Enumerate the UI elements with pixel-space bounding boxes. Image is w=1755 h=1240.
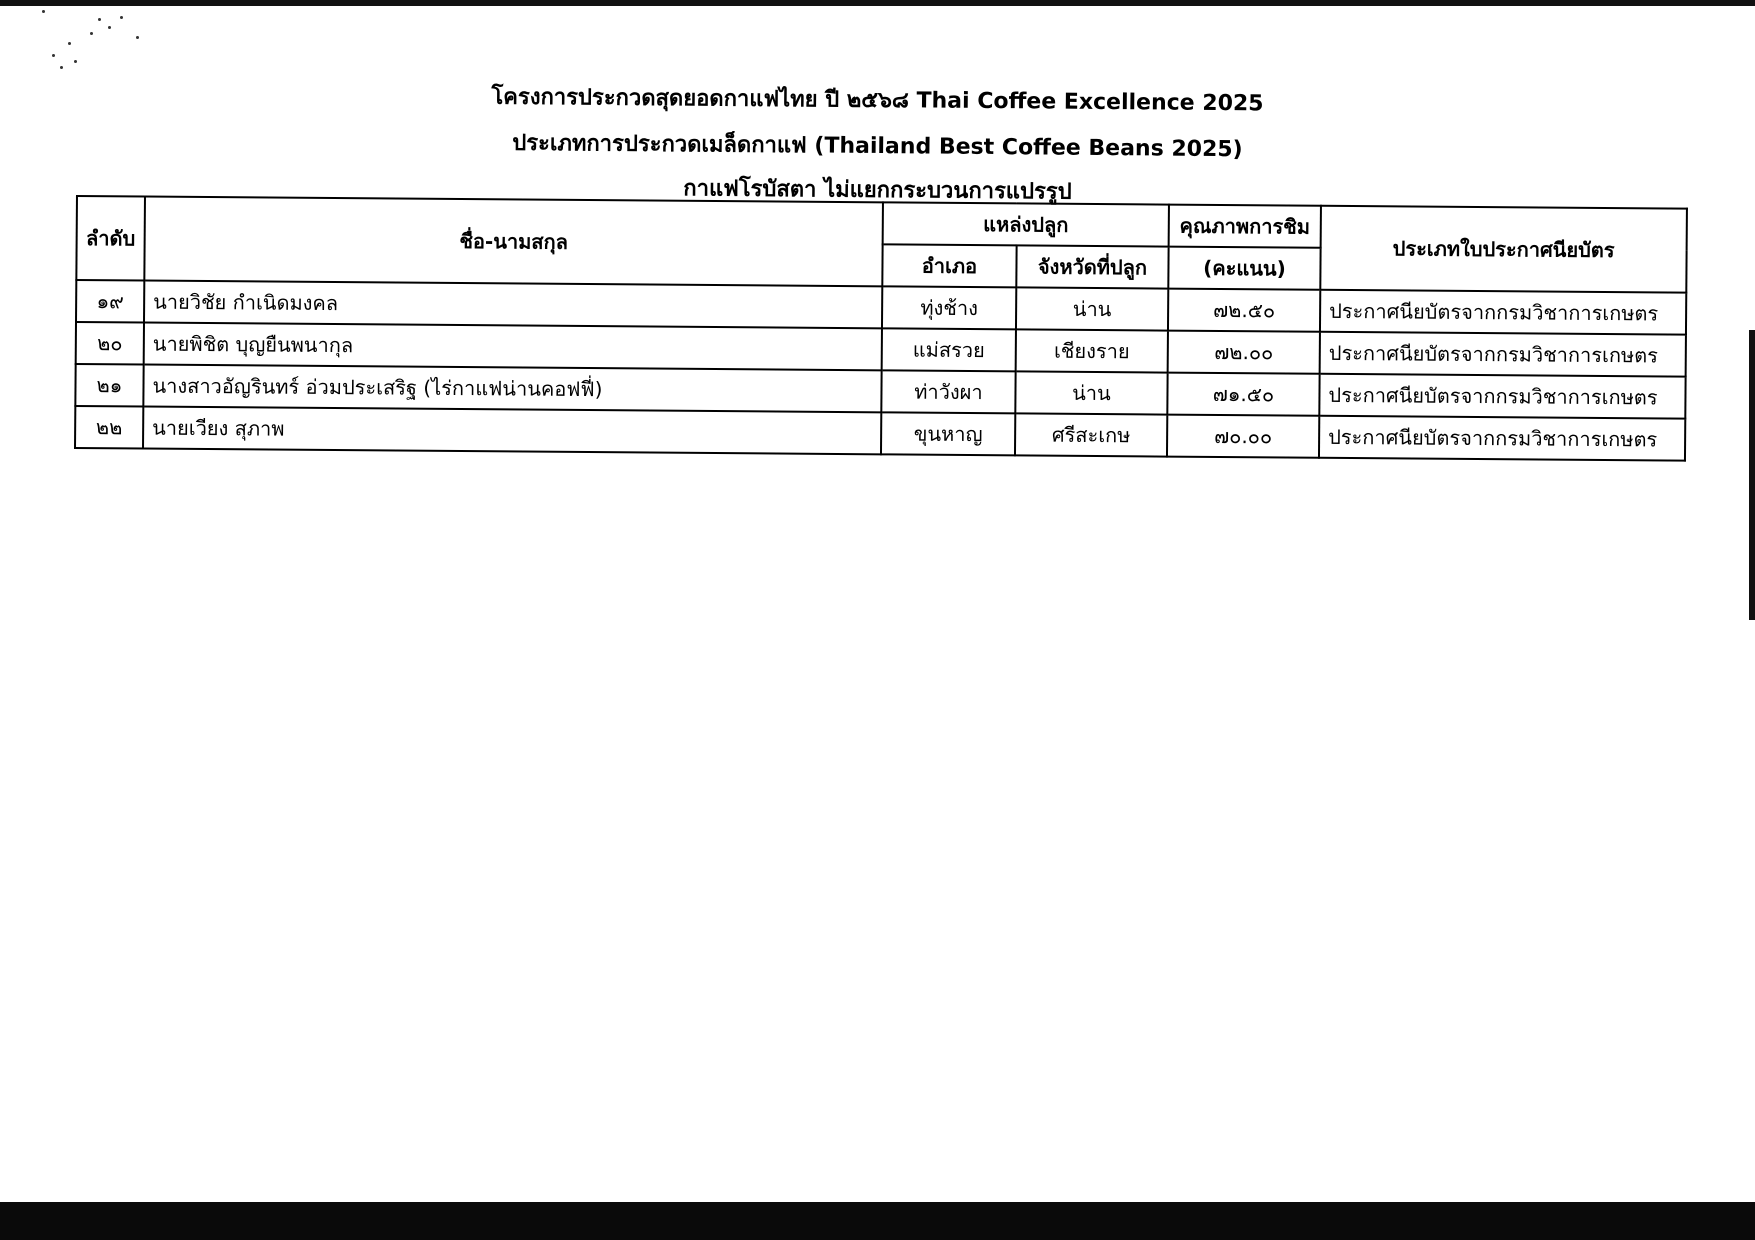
cell-name: นายพิชิต บุญยืนพนากุล: [144, 323, 882, 371]
scan-bottom-edge: [0, 1202, 1755, 1240]
results-table: [74, 195, 1688, 462]
col-header-no: ลำดับ: [76, 196, 145, 281]
cell-district: ท่าวังผา: [881, 370, 1015, 413]
header-title-line1: โครงการประกวดสุดยอดกาแฟไทย ปี ๒๕๖๘ Thai Coffee Excellence 2025: [491, 84, 1264, 117]
cell-district: ขุนหาญ: [881, 412, 1015, 455]
cell-no: ๒๑: [75, 364, 143, 407]
col-header-province: จังหวัดที่ปลูก: [1016, 245, 1168, 288]
cell-score: ๗๑.๕๐: [1167, 373, 1319, 416]
cell-score: ๗๒.๐๐: [1168, 331, 1320, 374]
cell-certificate: ประกาศนียบัตรจากกรมวิชาการเกษตร: [1320, 332, 1686, 377]
scan-top-edge: [0, 0, 1755, 6]
col-header-name: ชื่อ-นามสกุล: [144, 197, 883, 287]
cell-certificate: ประกาศนียบัตรจากกรมวิชาการเกษตร: [1320, 290, 1686, 335]
cell-name: นางสาวอัญรินทร์ อ่วมประเสริฐ (ไร่กาแฟน่านคอฟฟี่): [143, 365, 881, 413]
col-header-score-line2: (คะแนน): [1168, 247, 1320, 290]
cell-province: ศรีสะเกษ: [1015, 413, 1167, 456]
cell-certificate: ประกาศนียบัตรจากกรมวิชาการเกษตร: [1319, 374, 1685, 419]
header-title-line3: กาแฟโรบัสตา ไม่แยกกระบวนการแปรรูป: [683, 176, 1072, 205]
results-table-container: [74, 195, 1686, 462]
cell-province: เชียงราย: [1016, 329, 1168, 372]
col-header-origin: แหล่งปลูก: [883, 202, 1169, 246]
cell-certificate: ประกาศนียบัตรจากกรมวิชาการเกษตร: [1319, 416, 1685, 461]
col-header-district: อำเภอ: [882, 244, 1016, 287]
cell-no: ๒๒: [75, 406, 143, 449]
cell-district: ทุ่งช้าง: [882, 286, 1016, 329]
cell-score: ๗๐.๐๐: [1167, 415, 1319, 458]
cell-score: ๗๒.๕๐: [1168, 289, 1320, 332]
col-header-score-line1: คุณภาพการชิม: [1169, 205, 1321, 248]
col-header-certificate: ประเภทใบประกาศนียบัตร: [1320, 206, 1687, 293]
cell-province: น่าน: [1016, 287, 1168, 330]
cell-no: ๒๐: [76, 322, 144, 365]
cell-name: นายเวียง สุภาพ: [143, 407, 881, 455]
scan-right-edge: [1749, 330, 1755, 620]
cell-no: ๑๙: [76, 280, 144, 323]
cell-province: น่าน: [1015, 371, 1167, 414]
cell-name: นายวิชัย กำเนิดมงคล: [144, 281, 882, 329]
cell-district: แม่สรวย: [882, 328, 1016, 371]
header-title-line2: ประเภทการประกวดเมล็ดกาแฟ (Thailand Best Coffee Beans 2025): [512, 130, 1243, 163]
